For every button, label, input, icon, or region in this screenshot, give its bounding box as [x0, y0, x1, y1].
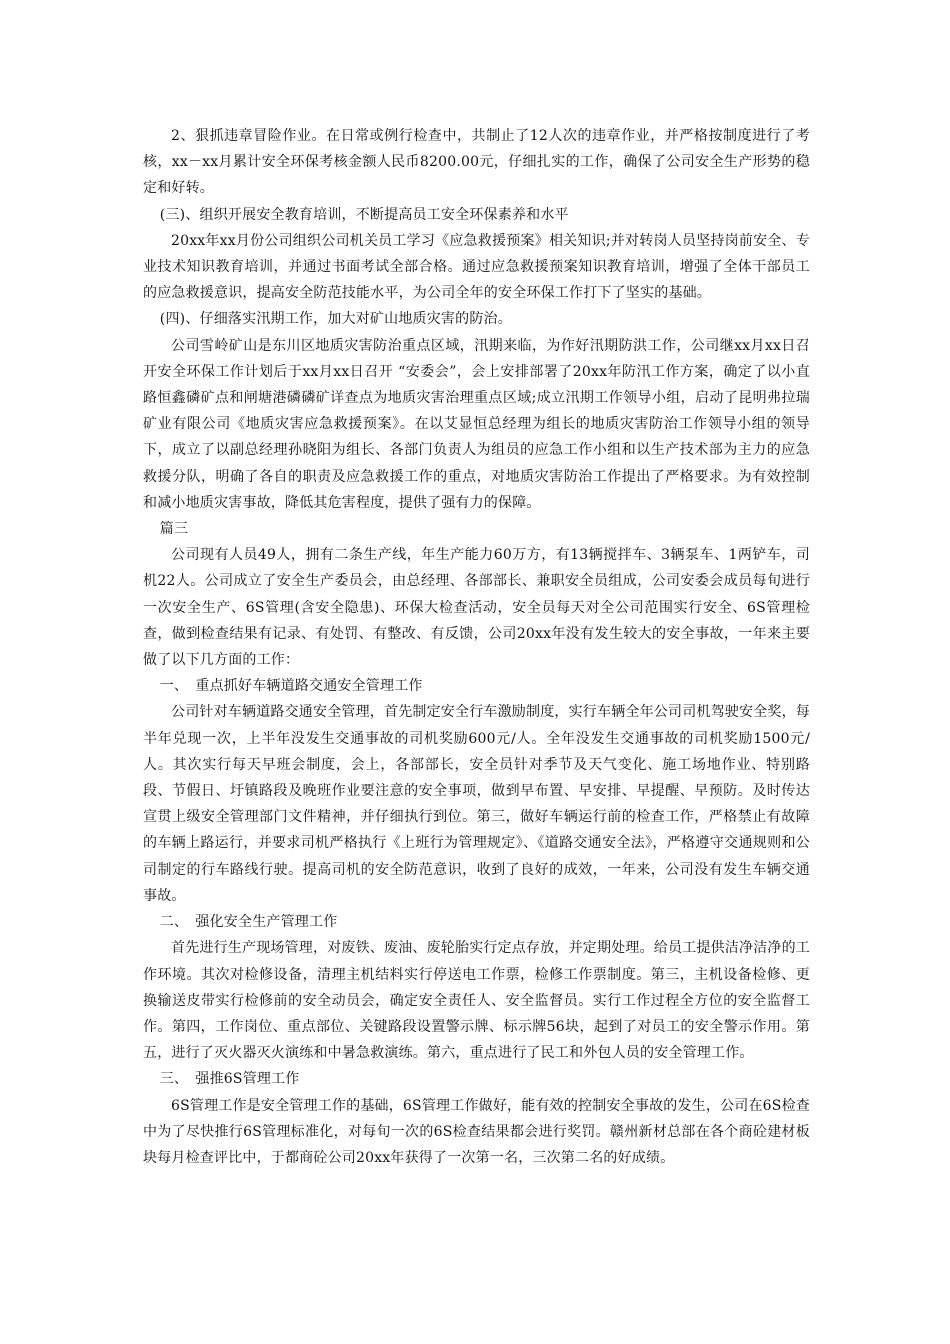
- paragraph-company-overview: 公司现有人员49人，拥有二条生产线，年生产能力60万方，有13辆搅拌车、3辆泵车、1两铲车，司机22人。公司成立了安全生产委员会，由总经理、各部部长、兼职安全员组成，公司安委会成员每旬进行一次安全生产、6S管理(含安全隐患)、环保大检查活动，安全员每天对全公司范围实行安全、6S管理检查，做到检查结果有记录、有处罚、有整改、有反馈，公司20xx年没有发生较大的安全事故，一年来主要做了以下几方面的工作：: [143, 547, 810, 669]
- paragraph-item-2-violations: 2、狠抓违章冒险作业。在日常或例行检查中，共制止了12人次的违章作业，并严格按制度进行了考核，xx－xx月累计安全环保考核金额人民币8200.00元，仔细扎实的工作，确保了公司安全生产形势的稳定和好转。: [143, 128, 810, 197]
- section-heading-3: (三)、组织开展安全教育培训，不断提高员工安全环保素养和水平: [159, 206, 569, 223]
- part-heading-3: 篇三: [159, 521, 189, 538]
- paragraph-6s-management: 6S管理工作是安全管理工作的基础，6S管理工作做好，能有效的控制安全事故的发生，公司在6S检查中为了尽快推行6S管理标准化，对每旬一次的6S检查结果都会进行奖罚。赣州新材总部在各个商砼建材板块每月检查评比中，于都商砼公司20xx年获得了一次第一名，三次第二名的好成绩。: [143, 1097, 810, 1166]
- document-page: [143, 123, 810, 1171]
- section-heading-4: (四)、仔细落实汛期工作，加大对矿山地质灾害的防治。: [159, 311, 512, 328]
- paragraph-traffic-safety: 公司针对车辆道路交通安全管理，首先制定安全行车激励制度，实行车辆全年公司司机驾驶安全奖，每半年兑现一次，上半年没发生交通事故的司机奖励600元/人。全年没发生交通事故的司机奖励1500元/人。其次实行每天早班会制度，会上，各部部长，安全员针对季节及天气变化、施工场地作业、特别路段、节假日、圩镇路段及晚班作业要注意的安全事项，做到早布置、早安排、早提醒、早预防。及时传达宣贯上级安全管理部门文件精神，并仔细执行到位。第三，做好车辆运行前的检查工作，严格禁止有故障的车辆上路运行，并要求司机严格执行《上班行为管理规定》、《道路交通安全法》，严格遵守交通规则和公司制定的行车路线行驶。提高司机的安全防范意识，收到了良好的成效，一年来，公司没有发生车辆交通事故。: [143, 704, 810, 904]
- paragraph-flood-prevention: 公司雪岭矿山是东川区地质灾害防治重点区域，汛期来临，为作好汛期防洪工作，公司继xx月xx日召开安全环保工作计划后于xx月xx日召开 “安委会”，会上安排部署了20xx年防汛工作方案，确定了以小直路恒鑫磷矿点和闸塘港磷磷矿详查点为地质灾害治理重点区域;成立汛期工作领导小组，启动了昆明弗拉瑞矿业有限公司《地质灾害应急救援预案》。在以艾显恒总经理为组长的地质灾害防治工作领导小组的领导下，成立了以副总经理孙晓阳为组长、各部门负责人为组员的应急工作小组和以生产技术部为主力的应急救援分队，明确了各自的职责及应急救援工作的重点，对地质灾害防治工作提出了严格要求。为有效控制和减小地质灾害事故，降低其危害程度，提供了强有力的保障。: [143, 337, 810, 511]
- paragraph-safety-training: 20xx年xx月份公司组织公司机关员工学习《应急救援预案》相关知识;并对转岗人员坚持岗前安全、专业技术知识教育培训，并通过书面考试全部合格。通过应急救援预案知识教育培训，增强了全体干部员工的应急救援意识，提高安全防范技能水平，为公司全年的安全环保工作打下了坚实的基础。: [143, 232, 810, 302]
- section-heading-two: 二、 强化安全生产管理工作: [159, 914, 338, 931]
- paragraph-production-safety: 首先进行生产现场管理，对废铁、废油、废轮胎实行定点存放，并定期处理。给员工提供洁净洁净的工作环境。其次对检修设备，清理主机结料实行停送电工作票，检修工作票制度。第三，主机设备检修、更换输送皮带实行检修前的安全动员会，确定安全责任人、安全监督员。实行工作过程全方位的安全监督工作。第四，工作岗位、重点部位、关键路段设置警示牌、标示牌56块，起到了对员工的安全警示作用。第五，进行了灭火器灭火演练和中暑急救演练。第六，重点进行了民工和外包人员的安全管理工作。: [143, 940, 810, 1062]
- section-heading-one: 一、 重点抓好车辆道路交通安全管理工作: [159, 678, 423, 695]
- section-heading-three: 三、 强推6S管理工作: [159, 1071, 300, 1088]
